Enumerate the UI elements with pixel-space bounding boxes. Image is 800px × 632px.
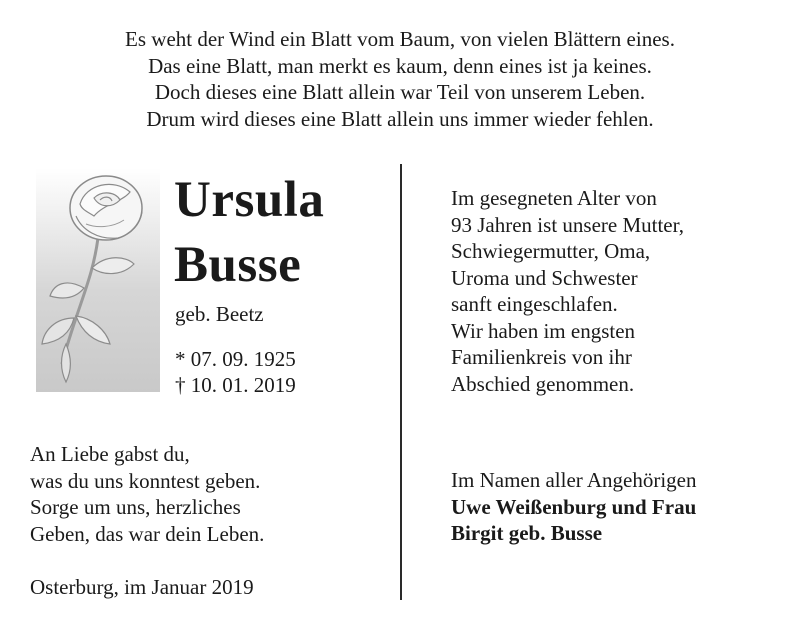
announcement-line: Uroma und Schwester <box>451 265 638 290</box>
death-date: † 10. 01. 2019 <box>175 373 296 397</box>
announcement-line: Wir haben im engsten <box>451 318 636 343</box>
top-poem <box>0 26 800 132</box>
announcement-line: Abschied genommen. <box>451 371 635 396</box>
announcement-line: Familienkreis von ihr <box>451 345 632 369</box>
deceased-first-name: Ursula <box>174 172 325 228</box>
announcement-line: Schwiegermutter, Oma, <box>451 239 651 263</box>
bottom-poem-line: was du uns konntest geben. <box>30 468 261 493</box>
deceased-last-name: Busse <box>174 237 302 293</box>
bottom-poem-line: An Liebe gabst du, <box>30 442 190 466</box>
signer-line-1: Uwe Weißenburg und Frau <box>451 494 697 519</box>
rose-icon <box>36 168 160 392</box>
birth-name: geb. Beetz <box>175 302 264 326</box>
birth-date: * 07. 09. 1925 <box>175 347 296 371</box>
life-dates <box>175 346 296 398</box>
announcement-line: sanft eingeschlafen. <box>451 292 618 316</box>
place-and-date: Osterburg, im Januar 2019 <box>30 575 254 599</box>
bottom-poem <box>30 441 264 547</box>
bottom-poem-line: Sorge um uns, herzliches <box>30 495 241 519</box>
column-divider <box>400 164 402 600</box>
announcement-line: Im gesegneten Alter von <box>451 186 657 210</box>
top-poem-line: Drum wird dieses eine Blatt allein uns immer wieder fehlen. <box>146 106 654 131</box>
signer-line-2: Birgit geb. Busse <box>451 521 603 545</box>
top-poem-line: Doch dieses eine Blatt allein war Teil von unserem Leben. <box>154 80 646 104</box>
closing-intro: Im Namen aller Angehörigen <box>451 468 697 492</box>
closing-signature <box>451 467 697 547</box>
top-poem-line: Das eine Blatt, man merkt es kaum, denn eines ist ja keines. <box>148 53 652 78</box>
announcement-text <box>451 185 684 397</box>
announcement-line: 93 Jahren ist unsere Mutter, <box>451 212 685 237</box>
bottom-poem-line: Geben, das war dein Leben. <box>30 521 265 546</box>
top-poem-line: Es weht der Wind ein Blatt vom Baum, von vielen Blättern eines. <box>125 27 675 51</box>
